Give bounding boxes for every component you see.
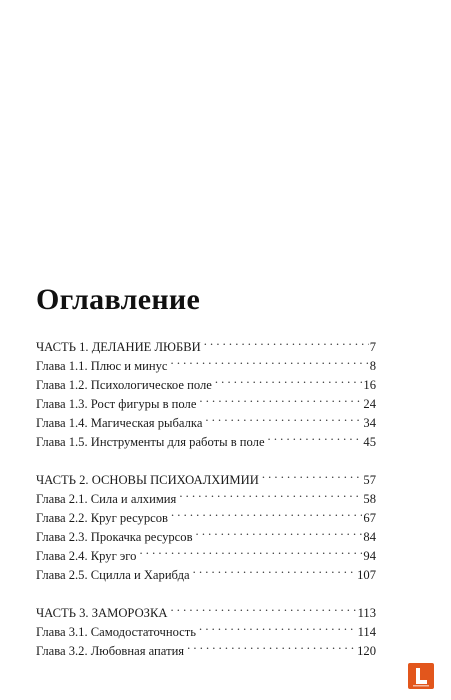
logo-glyph — [408, 663, 434, 689]
toc-entry-label: Глава 2.5. Сцилла и Харибда — [36, 568, 190, 582]
toc-entry-label: Глава 2.4. Круг эго — [36, 549, 137, 563]
toc-entry-label: Глава 2.3. Прокачка ресурсов — [36, 530, 193, 544]
toc-entry-label: Глава 1.2. Психологическое поле — [36, 378, 212, 392]
dot-leader — [191, 560, 356, 579]
dot-leader — [203, 408, 362, 427]
toc-entry-page: 8 — [369, 359, 376, 373]
litres-logo-icon — [408, 663, 434, 689]
dot-leader — [169, 503, 362, 522]
toc-entry-page: 107 — [357, 568, 376, 582]
toc-entry-page: 45 — [363, 435, 376, 449]
dot-leader — [185, 636, 356, 655]
toc-entry-label: ЧАСТЬ 3. ЗАМОРОЗКА — [36, 606, 168, 620]
toc-entry-page: 67 — [363, 511, 376, 525]
toc-entry-page: 34 — [363, 416, 376, 430]
toc-entry-label: Глава 1.4. Магическая рыбалка — [36, 416, 203, 430]
toc-entry-page: 7 — [369, 340, 376, 354]
toc-entry-label: Глава 3.1. Самодостаточность — [36, 625, 197, 639]
dot-leader — [197, 389, 362, 408]
toc-section-part-1 — [36, 332, 376, 449]
dot-leader — [197, 617, 357, 636]
toc-entry-page: 114 — [357, 625, 376, 639]
dot-leader — [213, 370, 363, 389]
toc-entry-label: Глава 1.3. Рост фигуры в поле — [36, 397, 197, 411]
toc-entry-label: Глава 2.2. Круг ресурсов — [36, 511, 168, 525]
page-title: Оглавление — [36, 283, 201, 316]
table-of-contents — [36, 332, 376, 674]
toc-entry-part-heading[interactable] — [36, 332, 376, 354]
toc-entry-label: ЧАСТЬ 2. ОСНОВЫ ПСИХОАЛХИМИИ — [36, 473, 259, 487]
toc-section-part-2 — [36, 465, 376, 582]
toc-entry-part-heading[interactable] — [36, 598, 376, 620]
dot-leader — [266, 427, 363, 446]
toc-entry-label: Глава 1.1. Плюс и минус — [36, 359, 168, 373]
toc-entry-page: 94 — [363, 549, 376, 563]
toc-entry-page: 16 — [363, 378, 376, 392]
toc-entry-page: 84 — [363, 530, 376, 544]
toc-entry-part-heading[interactable] — [36, 465, 376, 487]
toc-entry-label: Глава 3.2. Любовная апатия — [36, 644, 185, 658]
dot-leader — [137, 541, 362, 560]
toc-entry-label: Глава 1.5. Инструменты для работы в поле — [36, 435, 265, 449]
toc-entry-page: 24 — [363, 397, 376, 411]
toc-entry-page: 57 — [363, 473, 376, 487]
dot-leader — [169, 351, 369, 370]
dot-leader — [168, 598, 356, 617]
toc-entry-page: 58 — [363, 492, 376, 506]
toc-entry-page: 113 — [357, 606, 376, 620]
dot-leader — [194, 522, 363, 541]
dot-leader — [202, 332, 369, 351]
toc-entry-label: Глава 2.1. Сила и алхимия — [36, 492, 177, 506]
toc-entry-page: 120 — [357, 644, 376, 658]
dot-leader — [260, 465, 363, 484]
toc-section-part-3 — [36, 598, 376, 658]
toc-entry-label: ЧАСТЬ 1. ДЕЛАНИЕ ЛЮБВИ — [36, 340, 201, 354]
dot-leader — [177, 484, 362, 503]
